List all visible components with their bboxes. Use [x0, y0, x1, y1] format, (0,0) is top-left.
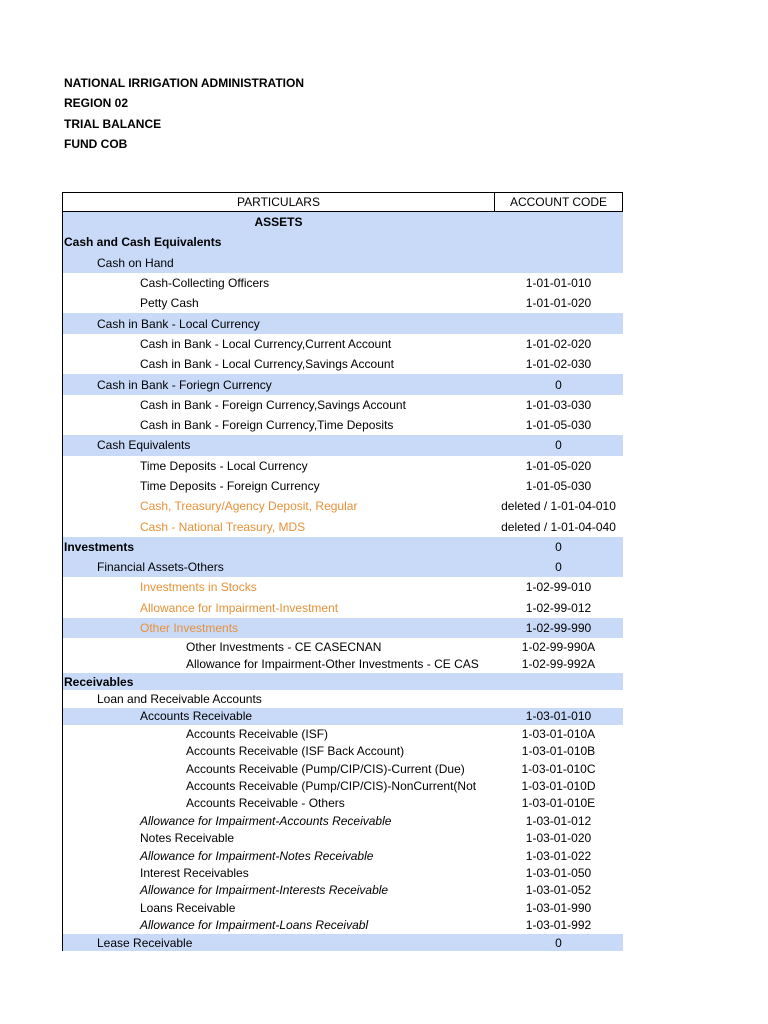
table-row	[62, 557, 623, 577]
particulars-cell: Allowance for Impairment-Investment	[140, 600, 339, 615]
account-code-cell: 1-03-01-010D	[521, 779, 596, 794]
particulars-cell: Allowance for Impairment-Other Investments - CE CAS	[186, 657, 479, 672]
account-code-header: ACCOUNT CODE	[509, 195, 608, 209]
table-row	[62, 456, 623, 476]
particulars-cell: Accounts Receivable (Pump/CIP/CIS)-Current (Due)	[186, 761, 465, 776]
table-row	[62, 537, 623, 557]
account-code-cell: 1-03-01-992	[525, 918, 592, 933]
table-row	[62, 212, 623, 232]
account-code-cell: 1-03-01-010C	[521, 761, 596, 776]
particulars-cell: Cash in Bank - Foreign Currency,Savings Account	[140, 397, 406, 412]
table-row	[62, 232, 623, 252]
table-row	[62, 847, 623, 864]
particulars-cell: Cash, Treasury/Agency Deposit, Regular	[140, 499, 358, 514]
table-row	[62, 273, 623, 293]
account-code-cell: 1-03-01-022	[525, 848, 592, 863]
account-code-cell: 0	[555, 377, 562, 392]
table-row	[62, 293, 623, 313]
account-code-cell: deleted / 1-01-04-040	[501, 519, 616, 534]
particulars-cell: Receivables	[64, 674, 134, 689]
particulars-cell: Cash - National Treasury, MDS	[140, 519, 306, 534]
account-code-cell: 1-03-01-010	[525, 709, 592, 724]
account-code-cell: 1-01-01-020	[525, 296, 592, 311]
particulars-cell: Accounts Receivable (Pump/CIP/CIS)-NonCurrent(Not	[186, 779, 477, 794]
particulars-cell: Notes Receivable	[140, 831, 235, 846]
account-code-cell: 0	[555, 935, 562, 950]
table-row	[62, 882, 623, 899]
table-row	[62, 253, 623, 273]
particulars-cell: Accounts Receivable - Others	[186, 796, 345, 811]
account-code-cell: 1-03-01-010A	[521, 726, 596, 741]
table-row	[62, 638, 623, 655]
account-code-cell: 1-03-01-010B	[521, 744, 596, 759]
account-code-cell: deleted / 1-01-04-010	[501, 499, 616, 514]
table-row	[62, 476, 623, 496]
account-code-cell: 1-03-01-050	[525, 866, 592, 880]
account-code-cell: 1-01-05-030	[525, 418, 592, 433]
column-header-row	[62, 192, 623, 212]
particulars-cell: Cash in Bank - Local Currency	[97, 316, 260, 331]
particulars-cell: Interest Receivables	[140, 866, 249, 880]
table-row	[62, 334, 623, 354]
particulars-cell: Cash in Bank - Foreign Currency,Time Deposits	[140, 418, 394, 433]
account-code-cell: 0	[555, 560, 562, 575]
particulars-header: PARTICULARS	[63, 193, 495, 211]
account-code-cell: 1-02-99-990	[525, 621, 592, 636]
table-row	[62, 690, 623, 707]
particulars-cell: ASSETS	[254, 215, 303, 230]
table-row	[62, 516, 623, 536]
table-row	[62, 760, 623, 777]
particulars-cell: Time Deposits - Foreign Currency	[140, 479, 320, 493]
table-row	[62, 899, 623, 916]
particulars-cell: Loan and Receivable Accounts	[97, 692, 262, 707]
particulars-cell: Financial Assets-Others	[97, 560, 224, 575]
particulars-cell: Petty Cash	[140, 296, 199, 311]
particulars-cell: Cash in Bank - Local Currency,Savings Account	[140, 357, 394, 372]
account-code-cell: 0	[555, 539, 562, 554]
table-row	[62, 864, 623, 881]
account-code-cell: 1-03-01-020	[525, 831, 592, 846]
particulars-cell: Other Investments	[140, 621, 239, 636]
table-row	[62, 415, 623, 435]
table-row	[62, 577, 623, 597]
table-row	[62, 496, 623, 516]
account-code-cell: 1-02-99-992A	[521, 657, 596, 672]
account-code-cell: 1-02-99-010	[525, 580, 592, 595]
account-code-cell: 1-02-99-990A	[521, 639, 596, 654]
fund-name: FUND COB	[64, 136, 128, 151]
particulars-cell: Lease Receivable	[97, 935, 193, 950]
particulars-cell: Investments	[64, 539, 135, 554]
account-code-cell: 1-03-01-012	[525, 813, 592, 828]
table-row	[62, 618, 623, 638]
trial-balance-table	[62, 192, 623, 951]
account-code-cell: 1-01-01-010	[525, 276, 592, 291]
table-row	[62, 708, 623, 725]
particulars-cell: Allowance for Impairment-Loans Receivabl	[140, 918, 369, 933]
account-code-cell: 1-02-99-012	[525, 600, 592, 615]
particulars-cell: Allowance for Impairment-Interests Receivable	[140, 883, 389, 898]
report-header	[64, 73, 304, 154]
report-title: TRIAL BALANCE	[64, 116, 162, 131]
particulars-cell: Cash and Cash Equivalents	[64, 235, 222, 250]
region: REGION 02	[64, 96, 129, 111]
table-row	[62, 313, 623, 333]
account-code-cell: 1-01-05-030	[525, 479, 592, 493]
table-row	[62, 673, 623, 690]
table-body	[62, 212, 623, 951]
account-code-cell: 1-03-01-990	[525, 900, 592, 915]
particulars-cell: Loans Receivable	[140, 900, 236, 915]
account-code-cell: 1-03-01-010E	[521, 796, 596, 811]
account-code-cell: 1-01-02-020	[525, 336, 592, 351]
table-row	[62, 916, 623, 933]
particulars-cell: Cash in Bank - Local Currency,Current Account	[140, 336, 392, 351]
account-code-cell: 1-01-02-030	[525, 357, 592, 372]
particulars-cell: Cash Equivalents	[97, 438, 191, 453]
particulars-cell: Cash-Collecting Officers	[140, 276, 270, 291]
account-code-cell: 0	[555, 438, 562, 453]
particulars-cell: Other Investments - CE CASECNAN	[186, 639, 382, 654]
table-row	[62, 374, 623, 394]
table-row	[62, 777, 623, 794]
particulars-cell: Accounts Receivable	[140, 709, 253, 724]
org-name: NATIONAL IRRIGATION ADMINISTRATION	[64, 76, 304, 90]
table-row	[62, 812, 623, 829]
table-row	[62, 656, 623, 673]
table-row	[62, 743, 623, 760]
account-code-cell: 1-01-05-020	[525, 458, 592, 473]
particulars-cell: Cash on Hand	[97, 255, 174, 270]
table-row	[62, 934, 623, 951]
table-row	[62, 598, 623, 618]
table-row	[62, 435, 623, 455]
particulars-cell: Allowance for Impairment-Accounts Receivable	[140, 813, 392, 828]
table-row	[62, 795, 623, 812]
table-row	[62, 395, 623, 415]
account-code-cell: 1-01-03-030	[525, 397, 592, 412]
account-code-cell: 1-03-01-052	[525, 883, 592, 898]
table-row	[62, 830, 623, 847]
particulars-cell: Allowance for Impairment-Notes Receivable	[140, 848, 374, 863]
table-row	[62, 354, 623, 374]
table-row	[62, 725, 623, 742]
particulars-cell: Investments in Stocks	[140, 580, 257, 595]
particulars-cell: Accounts Receivable (ISF Back Account)	[186, 744, 405, 759]
particulars-cell: Time Deposits - Local Currency	[140, 458, 308, 473]
particulars-cell: Cash in Bank - Foriegn Currency	[97, 377, 272, 392]
particulars-cell: Accounts Receivable (ISF)	[186, 726, 329, 741]
